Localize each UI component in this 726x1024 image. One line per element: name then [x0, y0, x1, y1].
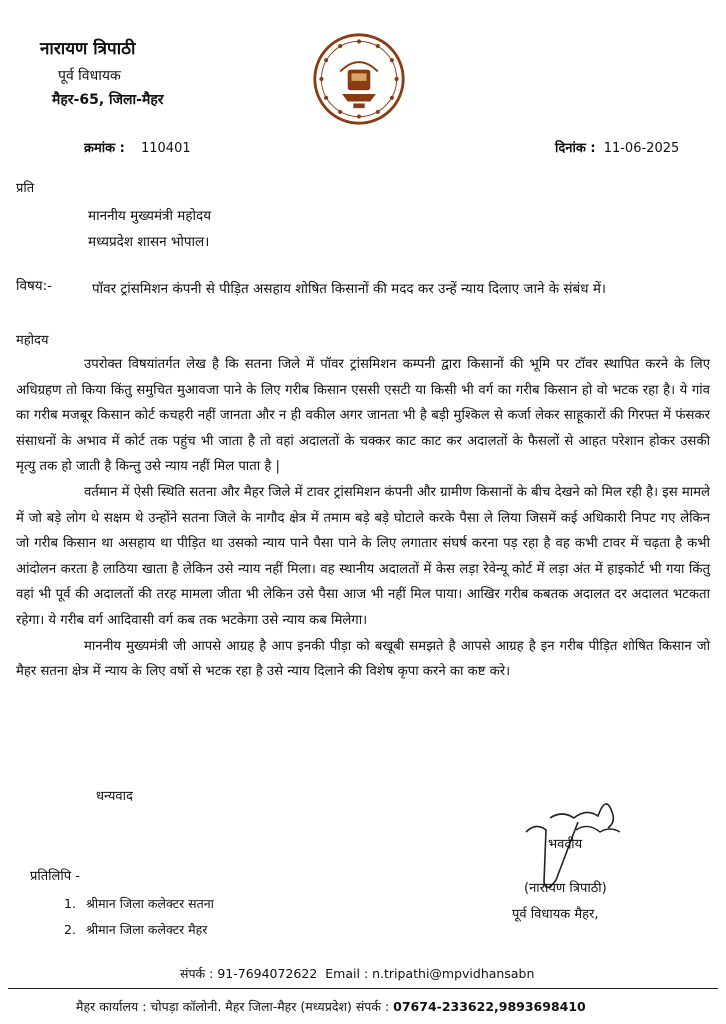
footer-phones: 07674-233622,9893698410: [393, 999, 586, 1014]
footer-divider: [8, 988, 718, 989]
body-paragraph-1: उपरोक्त विषयांतर्गत लेख है कि सतना जिले में पॉवर ट्रांसमिशन कम्पनी द्वारा किसानों की भूमि पर टॉवर स्थापित करने के लिए अधिग्रहण तो किया किंतु समुचित मुआवजा पाने के लिए गरीब किसान एससी एसटी या किसी भी वर्ग का गरीब किसान हो वो भटक रहा है। ये गांव का गरीब मजबूर किसान कोर्ट कचहरी नहीं जानता और न ही वकील अगर जानता भी है बड़ी मुश्किल से कर्जा लेकर साहूकारों की गिरफ्त में फंसकर संसाधनों के अभाव में कोर्ट तक पहुंच भी जाता है तो वहां अदालतों के चक्कर काट काट कर अदालतों के फैसलों से आहत परेशान होकर उसकी मृत्यु तक हो जाती है किन्तु उसे न्याय नहीं मिल पाता है |: [16, 357, 710, 475]
subject-text: पॉवर ट्रांसमिशन कंपनी से पीड़ित असहाय शोषित किसानों की मदद कर उन्हें न्याय दिलाए जाने के संबंध में।: [92, 281, 607, 297]
copy-to-label: प्रतिलिपि -: [30, 869, 80, 884]
office-address: चोपड़ा कॉलोनी. मैहर जिला-मैहर (मध्यप्रदेश): [150, 999, 352, 1014]
body-paragraph-2: वर्तमान में ऐसी स्थिति सतना और मैहर जिले में टावर ट्रांसमिशन कंपनी और ग्रामीण किसानों के बीच देखने को मिल रही है। इस मामले में जो बड़े लोग थे सक्षम थे उन्होंने सतना जिले के नागौद क्षेत्र में तमाम बड़े बड़े घोटाले करके पैसा ले लिया जिसमें कई अधिकारी निपट गए लेकिन जो गरीब किसान था असहाय था पीड़ित था उसको न्याय पाने पैसा पाने के लिए लगातार संघर्ष करना पड़ रहा है वह कभी टावर में चढ़ता है कभी आंदोलन करता है लाठिया खाता है लेकिन उसे न्याय नहीं मिला। वह स्थानीय अदालतों में केस लड़ा रेवेन्यू कोर्ट में लड़ा अंत में हाइकोर्ट भी गया किंतु वहां भी पूर्व की अदालतों की तरह मामला जीता भी लेकिन उसे पैसा आज भी नहीं मिल पाया। आखिर गरीब कबतक अदालत दर अदालत भटकता रहेगा। ये गरीब वर्ग आदिवासी वर्ग कब तक भटकेगा उसे न्याय कब मिलेगा।: [16, 484, 710, 628]
letter-body: [16, 352, 710, 685]
addressee-line-1: माननीय मुख्यमंत्री महोदय: [88, 208, 212, 224]
copy-to-item: [64, 891, 214, 917]
subject-label: विषय:-: [16, 278, 53, 294]
copy-to-list: [64, 891, 214, 943]
copy-item-number: 1.: [64, 896, 76, 911]
copy-to-item: [64, 917, 214, 943]
contact-email: n.tripathi@mpvidhansabn: [372, 966, 535, 981]
letter-date: [555, 138, 679, 156]
contact-line: [180, 965, 534, 982]
letterhead-name: नारायण त्रिपाठी: [40, 39, 136, 59]
copy-item-number: 2.: [64, 922, 76, 937]
contact-phone: 91-7694072622: [217, 966, 318, 981]
contact-label: संपर्क :: [180, 966, 214, 981]
signatory-post: पूर्व विधायक मैहर,: [512, 907, 599, 922]
copy-item-text: श्रीमान जिला कलेक्टर सतना: [85, 896, 214, 911]
yours-faithfully: भवदीय: [548, 837, 583, 852]
footer-address: [76, 998, 586, 1015]
vidhan-sabha-emblem: [312, 32, 406, 126]
closing-thanks: धन्यवाद: [96, 789, 133, 804]
to-label: प्रति: [16, 181, 35, 196]
copy-item-text: श्रीमान जिला कलेक्टर मैहर: [85, 922, 208, 937]
reference-label: क्रमांक :: [84, 141, 125, 156]
salutation: महोदय: [16, 333, 49, 348]
footer-phone-label: संपर्क :: [355, 999, 390, 1014]
reference-value: 110401: [140, 141, 191, 156]
reference-number: [84, 138, 191, 156]
date-value: 11-06-2025: [603, 141, 680, 156]
letterhead-post: पूर्व विधायक: [58, 68, 121, 84]
office-label: मैहर कार्यालय :: [76, 999, 147, 1014]
date-label: दिनांक :: [555, 141, 596, 156]
addressee-line-2: मध्यप्रदेश शासन भोपाल।: [88, 234, 210, 250]
email-label: Email :: [325, 966, 369, 981]
body-paragraph-3: माननीय मुख्यमंत्री जी आपसे आग्रह है आप इनकी पीड़ा को बखूबी समझते है आपसे आग्रह है इन गरीब पीड़ित शोषित किसान जो मैहर सतना क्षेत्र में न्याय के लिए वर्षो से भटक रहा है उसे न्याय दिलाने की विशेष कृपा करने का कष्ट करे।: [16, 638, 710, 680]
letterhead-constituency: मैहर-65, जिला-मैहर: [52, 92, 164, 108]
signatory-name: (नारायण त्रिपाठी): [524, 881, 607, 896]
